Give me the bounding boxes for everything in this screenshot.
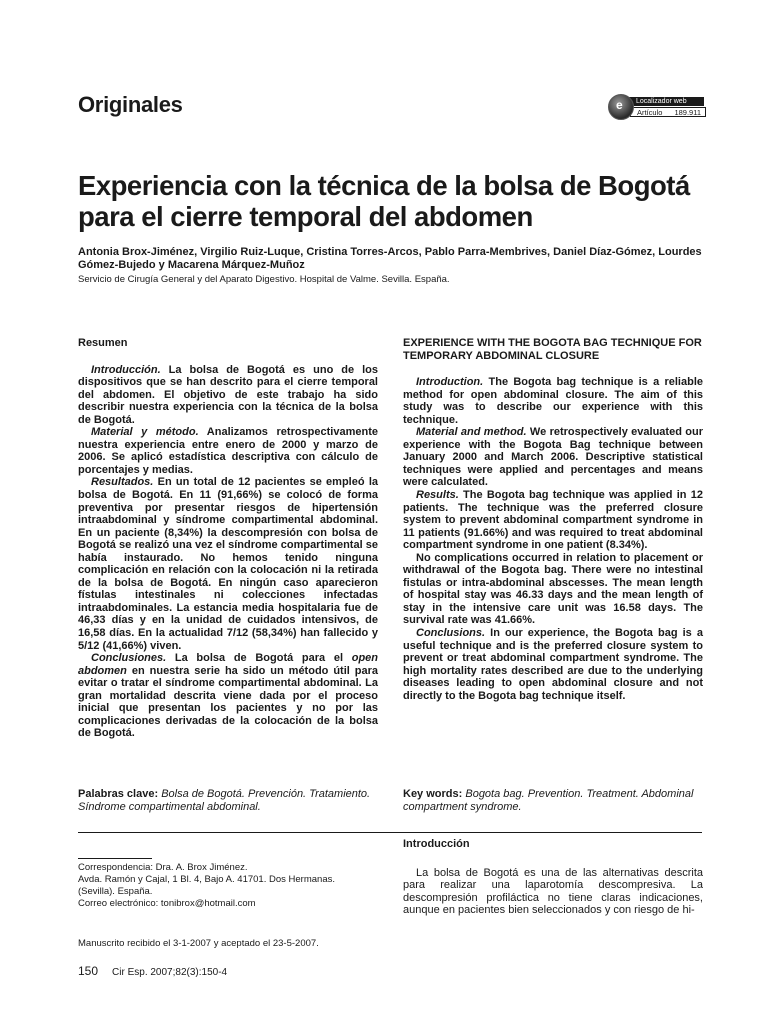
article-title: Experiencia con la técnica de la bolsa de Bogotá para el cierre temporal del abdomen: [78, 170, 690, 232]
article-label: Artículo: [637, 108, 663, 117]
abstract-intro: Introduction. The Bogota bag technique is a reliable method for open abdominal closure. The aim of this study was to describe our experience with this technique.: [403, 376, 703, 426]
introduccion-section: [403, 838, 703, 917]
key-words: Key words: Bogota bag. Prevention. Treatment. Abdominal compartment syndrome.: [403, 788, 694, 813]
page-footer: [78, 964, 227, 978]
abstract-column: [403, 337, 703, 702]
received-date: Manuscrito recibido el 3-1-2007 y aceptado el 23-5-2007.: [78, 938, 319, 949]
locator-label: Localizador web: [626, 97, 704, 106]
abstract-method: Material and method. We retrospectively evaluated our experience with the Bogota Bag technique between January 2000 and March 2006. Descriptive statistical techniques were applied and percentages and means were calculated.: [403, 426, 703, 489]
resumen-results: Resultados. En un total de 12 pacientes se empleó la bolsa de Bogotá. En 11 (91,66%) se colocó de forma preventiva por presentar riesgos de hipertensión intraabdominal y síndrome compartimental abdominal. En un paciente (8,34%) la descompresión con bolsa de Bogotá se realizó una vez el síndrome compartimental se había instaurado. No hemos tenido ninguna complicación en relación con la colocación ni la retirada de la bolsa de Bogotá. En ningún caso aparecieron fístulas intestinales ni colecciones infectadas intraabdominales. La estancia media hospitalaria fue de 46,33 días y en la unidad de cuidados intensivos, de 16,58 días. En la actualidad 7/12 (58,34%) han fallecido y 5/12 (41,66%) viven.: [78, 476, 378, 652]
abstract-conclusions: Conclusions. In our experience, the Bogota bag is a useful technique and is the preferred closure system to prevent or treat abdominal compartment syndrome. The high mortality rates described are due to the underlying diseases leading to open abdominal closure and not directly to the Bogota bag technique itself.: [403, 627, 703, 702]
resumen-column: [78, 337, 378, 740]
locator-article: [630, 107, 706, 117]
authors: Antonia Brox-Jiménez, Virgilio Ruiz-Luque, Cristina Torres-Arcos, Pablo Parra-Membrives, Daniel Díaz-Gómez, Lourdes Gómez-Bujedo y Macarena Márquez-Muñoz: [78, 246, 702, 271]
article-number: 189.911: [674, 108, 701, 117]
page-number: 150: [78, 964, 99, 978]
introduccion-heading: Introducción: [403, 838, 470, 850]
globe-icon: e: [608, 94, 634, 120]
palabras-clave: Palabras clave: Bolsa de Bogotá. Prevención. Tratamiento. Síndrome compartimental abdominal.: [78, 788, 371, 813]
abstract-results: Results. The Bogota bag technique was applied in 12 patients. The technique was the preferred closure system to prevent abdominal compartment syndrome in 11 patients (91.66%) and was required to treat abdominal compartment syndrome in one patient (8.34%).: [403, 489, 703, 552]
resumen-conclusions: Conclusiones. La bolsa de Bogotá para el open abdomen en nuestra serie ha sido un método útil para evitar o tratar el síndrome compartimental abdominal. La gran mortalidad descrita viene dada por el proceso inicial que presentan los pacientes y no por las complicaciones derivadas de la colocación de la bolsa de Bogotá.: [78, 652, 378, 740]
resumen-heading: Resumen: [78, 337, 128, 349]
divider: [78, 832, 702, 833]
resumen-intro: Introducción. La bolsa de Bogotá es uno de los dispositivos que se han descrito para el cierre temporal del abdomen. El objetivo de este trabajo ha sido describir nuestra experiencia con la técnica de la bolsa de Bogotá.: [78, 363, 378, 426]
web-locator-badge[interactable]: [608, 94, 704, 122]
footnote-divider: [78, 858, 152, 859]
introduccion-text: La bolsa de Bogotá es una de las alternativas descrita para realizar una laparotomía descompresiva. La descompresión profiláctica no tiene claras indicaciones, aunque en pacientes bien seleccionados y con riesgo de hi-: [403, 866, 703, 917]
resumen-method: Material y método. Analizamos retrospectivamente nuestra experiencia entre enero de 2000 y marzo de 2006. Se aplicó estadística descriptiva con cálculo de porcentajes y medias.: [78, 426, 378, 476]
section-label: Originales: [78, 92, 183, 117]
affiliation: Servicio de Cirugía General y del Aparato Digestivo. Hospital de Valme. Sevilla. España.: [78, 274, 450, 285]
email-link[interactable]: Correo electrónico: tonibrox@hotmail.com: [78, 898, 256, 909]
citation: Cir Esp. 2007;82(3):150-4: [112, 967, 228, 978]
abstract-complications: No complications occurred in relation to placement or withdrawal of the Bogota bag. There were no intestinal fistulas or intra-abdominal abscesses. The mean length of hospital stay was 46.33 days and the mean length of stay in the intensive care unit was 16.58 days. The survival rate was 41.66%.: [403, 551, 703, 627]
correspondence: Correspondencia: Dra. A. Brox Jiménez. Avda. Ramón y Cajal, 1 Bl. 4, Bajo A. 41701. Dos Hermanas. (Sevilla). España. Correo electrónico: tonibrox@hotmail.com: [78, 862, 378, 910]
abstract-heading: EXPERIENCE WITH THE BOGOTA BAG TECHNIQUE FOR TEMPORARY ABDOMINAL CLOSURE: [403, 337, 702, 362]
